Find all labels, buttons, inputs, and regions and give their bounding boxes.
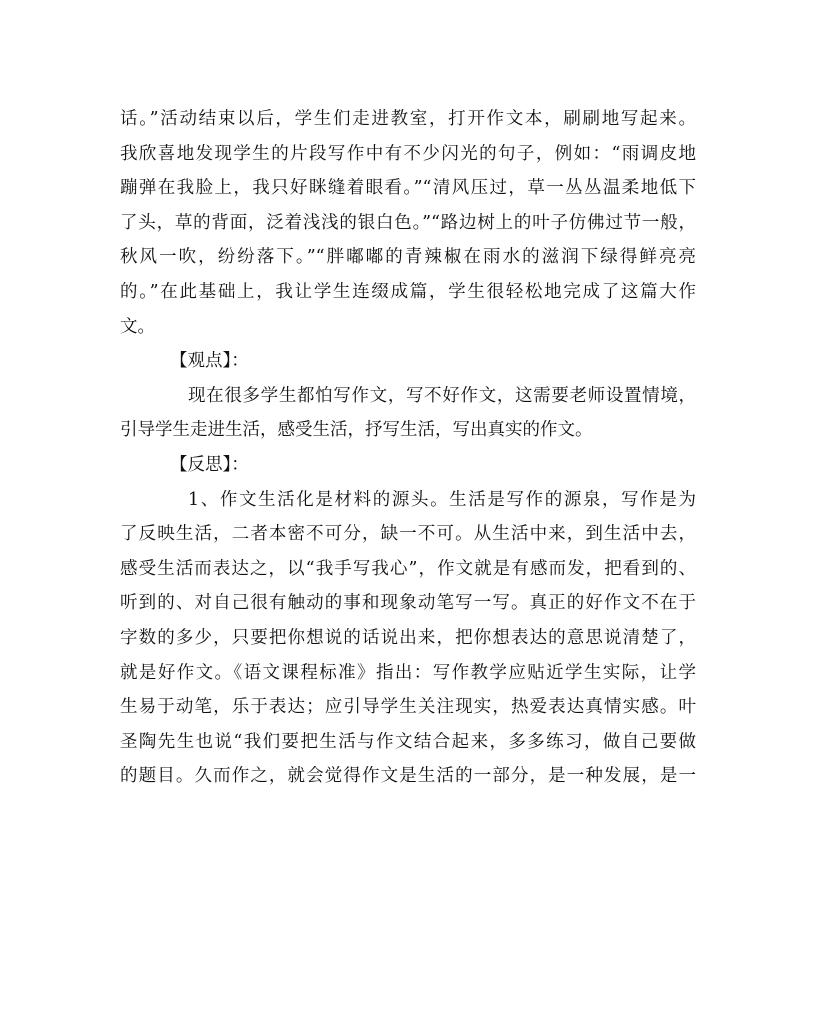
narrative-paragraph xyxy=(120,102,696,344)
text-line: 字数的多少，只要把你想说的话说出来，把你想表达的意思说清楚了， xyxy=(120,627,696,648)
text-line: 文。 xyxy=(120,316,155,337)
text-line: 感受生活而表达之，以“我手写我心”，作文就是有感而发，把看到的、 xyxy=(120,558,696,579)
text-line: 圣陶先生也说“我们要把生活与作文结合起来，多多练习，做自己要做 xyxy=(120,731,696,752)
document-body xyxy=(120,102,696,794)
text-line: 生易于动笔，乐于表达；应引导学生关注现实，热爱表达真情实感。叶 xyxy=(120,697,696,718)
reflection-heading: 【反思】： xyxy=(170,454,249,475)
text-line: 了反映生活，二者本密不可分，缺一不可。从生活中来，到生活中去， xyxy=(120,524,696,545)
text-line: 蹦弹在我脸上，我只好眯缝着眼看。”“清风压过，草一丛丛温柔地低下 xyxy=(120,178,696,199)
text-line: 就是好作文。《语文课程标准》指出：写作教学应贴近学生实际，让学 xyxy=(120,662,696,683)
text-line: 秋风一吹，纷纷落下。”“胖嘟嘟的青辣椒在雨水的滋润下绿得鲜亮亮 xyxy=(120,247,696,268)
reflection-paragraph xyxy=(120,483,696,794)
text-line: 现在很多学生都怕写作文，写不好作文，这需要老师设置情境， xyxy=(188,385,696,406)
text-line: 我欣喜地发现学生的片段写作中有不少闪光的句子，例如：“雨调皮地 xyxy=(120,143,696,164)
viewpoint-heading: 【观点】： xyxy=(170,351,249,372)
text-line: 引导学生走进生活，感受生活，抒写生活，写出真实的作文。 xyxy=(120,420,593,441)
text-line: 听到的、对自己很有触动的事和现象动笔写一写。真正的好作文不在于 xyxy=(120,593,696,614)
text-line: 了头，草的背面，泛着浅浅的银白色。”“路边树上的叶子仿佛过节一般， xyxy=(120,212,696,233)
text-line: 的。”在此基础上，我让学生连缀成篇，学生很轻松地完成了这篇大作 xyxy=(120,281,696,302)
text-line: 1、作文生活化是材料的源头。生活是写作的源泉，写作是为 xyxy=(188,489,696,510)
text-line: 的题目。久而作之，就会觉得作文是生活的一部分，是一种发展，是一 xyxy=(120,766,696,787)
text-line: 话。”活动结束以后，学生们走进教室，打开作文本，刷刷地写起来。 xyxy=(120,109,696,129)
viewpoint-paragraph xyxy=(120,379,696,448)
